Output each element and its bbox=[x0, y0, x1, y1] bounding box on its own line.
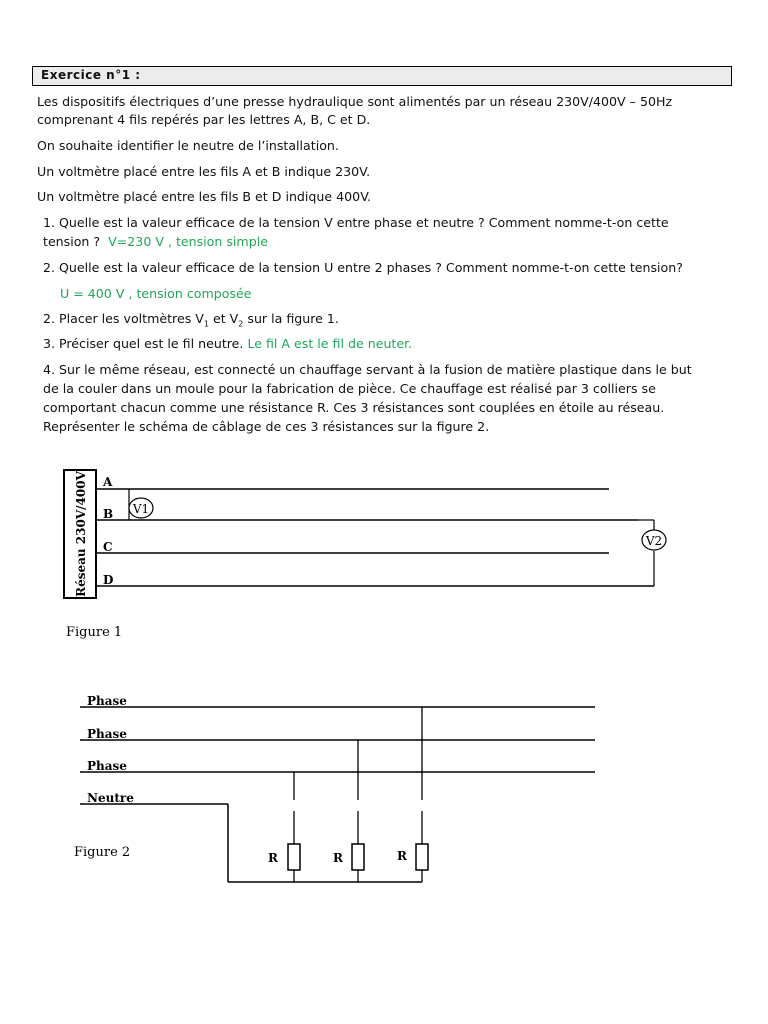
question-2: 2. Quelle est la valeur efficace de la tension U entre 2 phases ? Comment nomme-t-on cette tension? bbox=[43, 260, 683, 275]
question-3-sub-1: 1 bbox=[203, 319, 209, 329]
resistor-2-label: R bbox=[333, 851, 343, 865]
paragraph-neutral: On souhaite identifier le neutre de l’installation. bbox=[37, 138, 339, 153]
line-label-neutral: Neutre bbox=[87, 791, 134, 805]
wire-label-a: A bbox=[103, 475, 113, 489]
answer-4: Le fil A est le fil de neuter. bbox=[247, 336, 413, 351]
question-3-suffix: sur la figure 1. bbox=[243, 311, 339, 326]
line-label-phase-2: Phase bbox=[87, 727, 127, 741]
figure-2 bbox=[74, 694, 595, 882]
answer-2: U = 400 V , tension composée bbox=[60, 286, 252, 301]
network-label: Réseau 230V/400V bbox=[74, 471, 88, 597]
line-label-phase-1: Phase bbox=[87, 694, 127, 708]
intro-line-1: Les dispositifs électriques d’une presse hydraulique sont alimentés par un réseau 230V/400V – 50Hz bbox=[37, 94, 673, 109]
line-label-phase-3: Phase bbox=[87, 759, 127, 773]
question-3-mid: et V bbox=[208, 311, 239, 326]
figure-1-caption: Figure 1 bbox=[66, 625, 123, 640]
question-4-text: 3. Préciser quel est le fil neutre. bbox=[43, 336, 244, 351]
wire-label-c: C bbox=[103, 540, 113, 554]
intro-line-2: comprenant 4 fils repérés par les lettres A, B, C et D. bbox=[37, 112, 371, 127]
question-3-prefix: 2. Placer les voltmètres V bbox=[43, 311, 204, 326]
question-1-line-1: 1. Quelle est la valeur efficace de la tension V entre phase et neutre ? Comment nomme-t-on cette bbox=[43, 215, 669, 230]
resistor-3-label: R bbox=[397, 849, 407, 863]
question-5-line-3: comportant chacun comme une résistance R. Ces 3 résistances sont couplées en étoile au réseau. bbox=[43, 400, 665, 415]
wire-label-b: B bbox=[103, 507, 114, 521]
figure-1 bbox=[64, 470, 666, 640]
voltmeter-2-label: V2 bbox=[645, 534, 663, 548]
wire-label-d: D bbox=[103, 573, 114, 587]
paragraph-ab: Un voltmètre placé entre les fils A et B indique 230V. bbox=[37, 164, 371, 179]
resistor-3 bbox=[416, 844, 428, 870]
voltmeter-1-label: V1 bbox=[132, 502, 150, 516]
question-3-sub-2: 2 bbox=[238, 319, 244, 329]
question-5-line-1: 4. Sur le même réseau, est connecté un chauffage servant à la fusion de matière plastique dans le but bbox=[43, 362, 692, 377]
figure-2-caption: Figure 2 bbox=[74, 845, 131, 860]
question-5-line-4: Représenter le schéma de câblage de ces 3 résistances sur la figure 2. bbox=[43, 419, 490, 434]
question-5-line-2: de la couler dans un moule pour la fabrication de pièce. Ce chauffage est réalisé par 3 colliers se bbox=[43, 381, 656, 396]
resistor-1-label: R bbox=[268, 851, 278, 865]
answer-1: V=230 V , tension simple bbox=[108, 234, 268, 249]
resistor-1 bbox=[288, 844, 300, 870]
resistor-2 bbox=[352, 844, 364, 870]
exercise-title: Exercice n°1 : bbox=[41, 68, 141, 82]
question-1-text: tension ? bbox=[43, 234, 101, 249]
paragraph-bd: Un voltmètre placé entre les fils B et D indique 400V. bbox=[37, 189, 372, 204]
